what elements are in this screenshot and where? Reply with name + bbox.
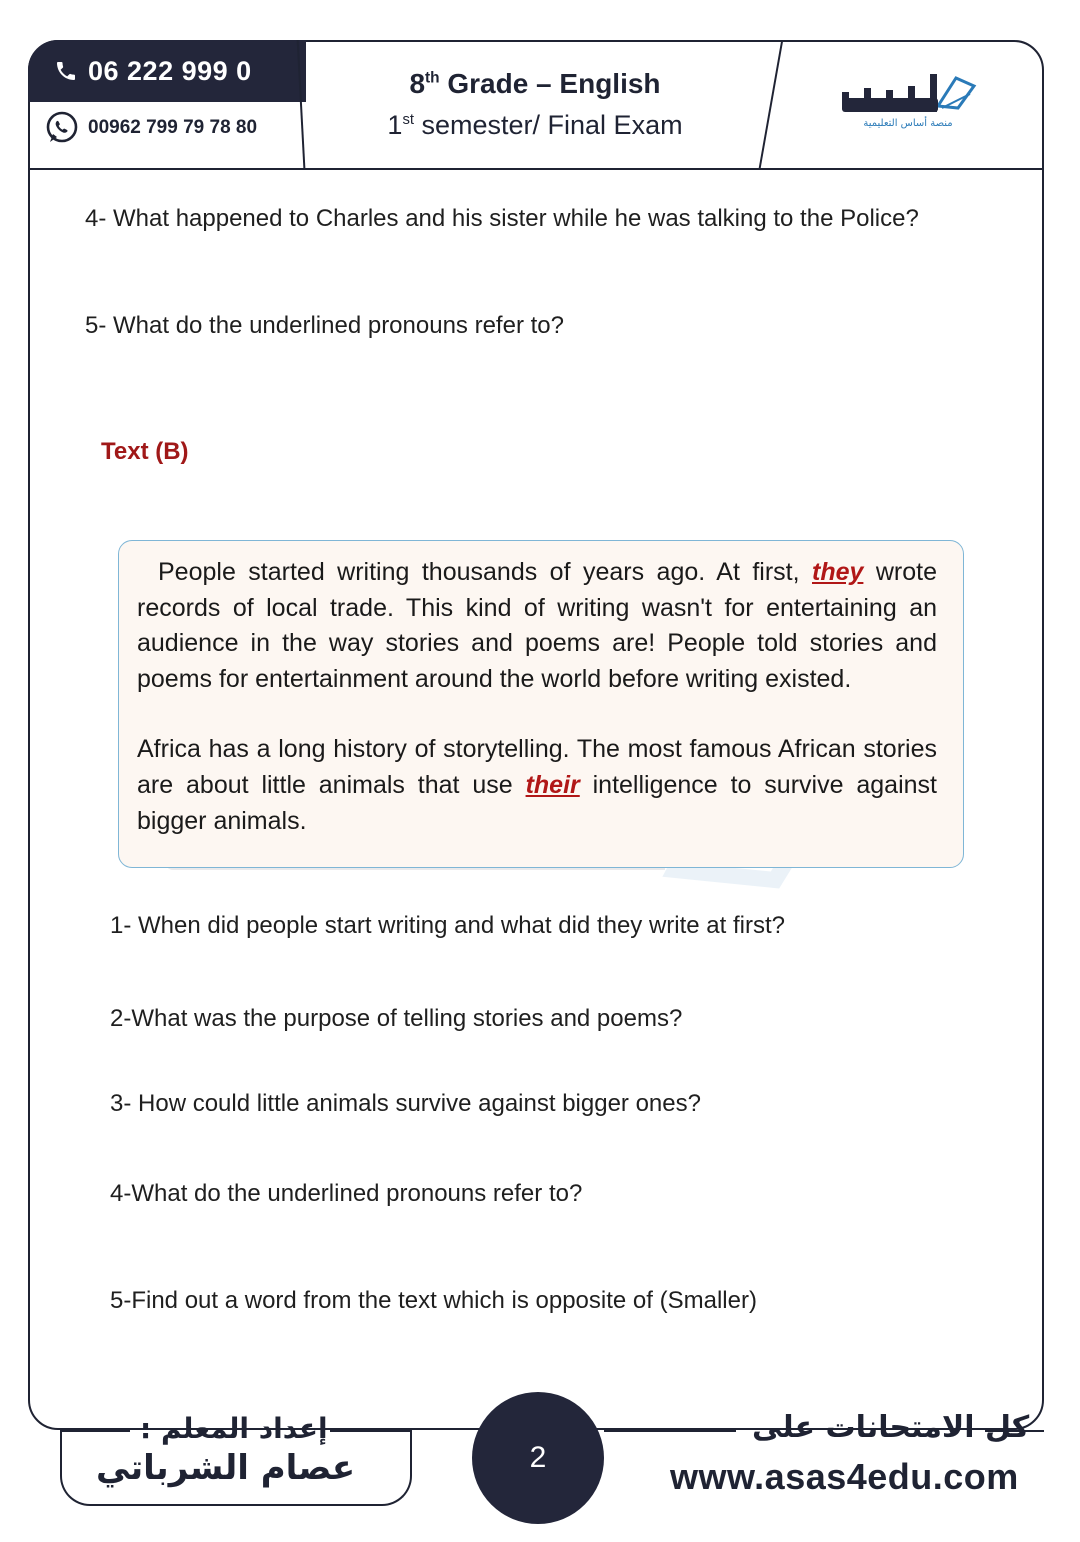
question-a4: 4- What happened to Charles and his sister while he was talking to the Police?	[85, 205, 919, 232]
question-b5: 5-Find out a word from the text which is opposite of (Smaller)	[110, 1287, 757, 1314]
all-exams-label: كل الامتحانات على	[752, 1410, 1030, 1445]
passage-paragraph-2: Africa has a long history of storytelling. The most famous African stories are about little animals that use their intelligence to survive against bigger animals.	[137, 735, 937, 835]
exam-grade-title: 8th Grade – English	[409, 68, 661, 99]
question-b1: 1- When did people start writing and what did they write at first?	[110, 912, 785, 939]
whatsapp-number: 00962 799 79 78 80	[88, 117, 258, 138]
footer-rule-left-2	[330, 1430, 412, 1432]
logo-caption: منصة أساس التعليمية	[863, 118, 953, 129]
phone-banner	[28, 40, 306, 102]
section-title: Text (B)	[101, 438, 189, 465]
question-a5: 5- What do the underlined pronouns refer to?	[85, 312, 564, 339]
page-number: 2	[472, 1392, 604, 1524]
prepared-by-label: إعداد المعلم :	[140, 1412, 328, 1445]
underlined-pronoun-their: their	[525, 770, 580, 799]
exam-semester-title: 1st semester/ Final Exam	[387, 110, 683, 140]
question-b2: 2-What was the purpose of telling stories and poems?	[110, 1005, 683, 1032]
passage-paragraph-1: People started writing thousands of years ago. At first, they wrote records of local trade. This kind of writing wasn't for entertaining an audience in the way stories and poems are! People told stories and poems for entertainment around the world before writing existed.	[137, 558, 937, 693]
whatsapp-icon	[44, 110, 80, 146]
footer-rule-middle	[604, 1430, 736, 1432]
website-link[interactable]: www.asas4edu.com	[670, 1456, 1019, 1497]
teacher-name: عصام الشرباتي	[96, 1448, 356, 1488]
question-b4: 4-What do the underlined pronouns refer to?	[110, 1180, 583, 1207]
phone-icon	[54, 59, 78, 83]
underlined-pronoun-they: they	[812, 558, 864, 586]
whatsapp-row	[44, 110, 257, 146]
header-divider	[28, 168, 1044, 170]
reading-passage	[118, 540, 964, 868]
footer-rule-left	[60, 1430, 130, 1432]
phone-number: 06 222 999 0	[88, 55, 252, 86]
question-b3: 3- How could little animals survive against bigger ones?	[110, 1090, 701, 1117]
